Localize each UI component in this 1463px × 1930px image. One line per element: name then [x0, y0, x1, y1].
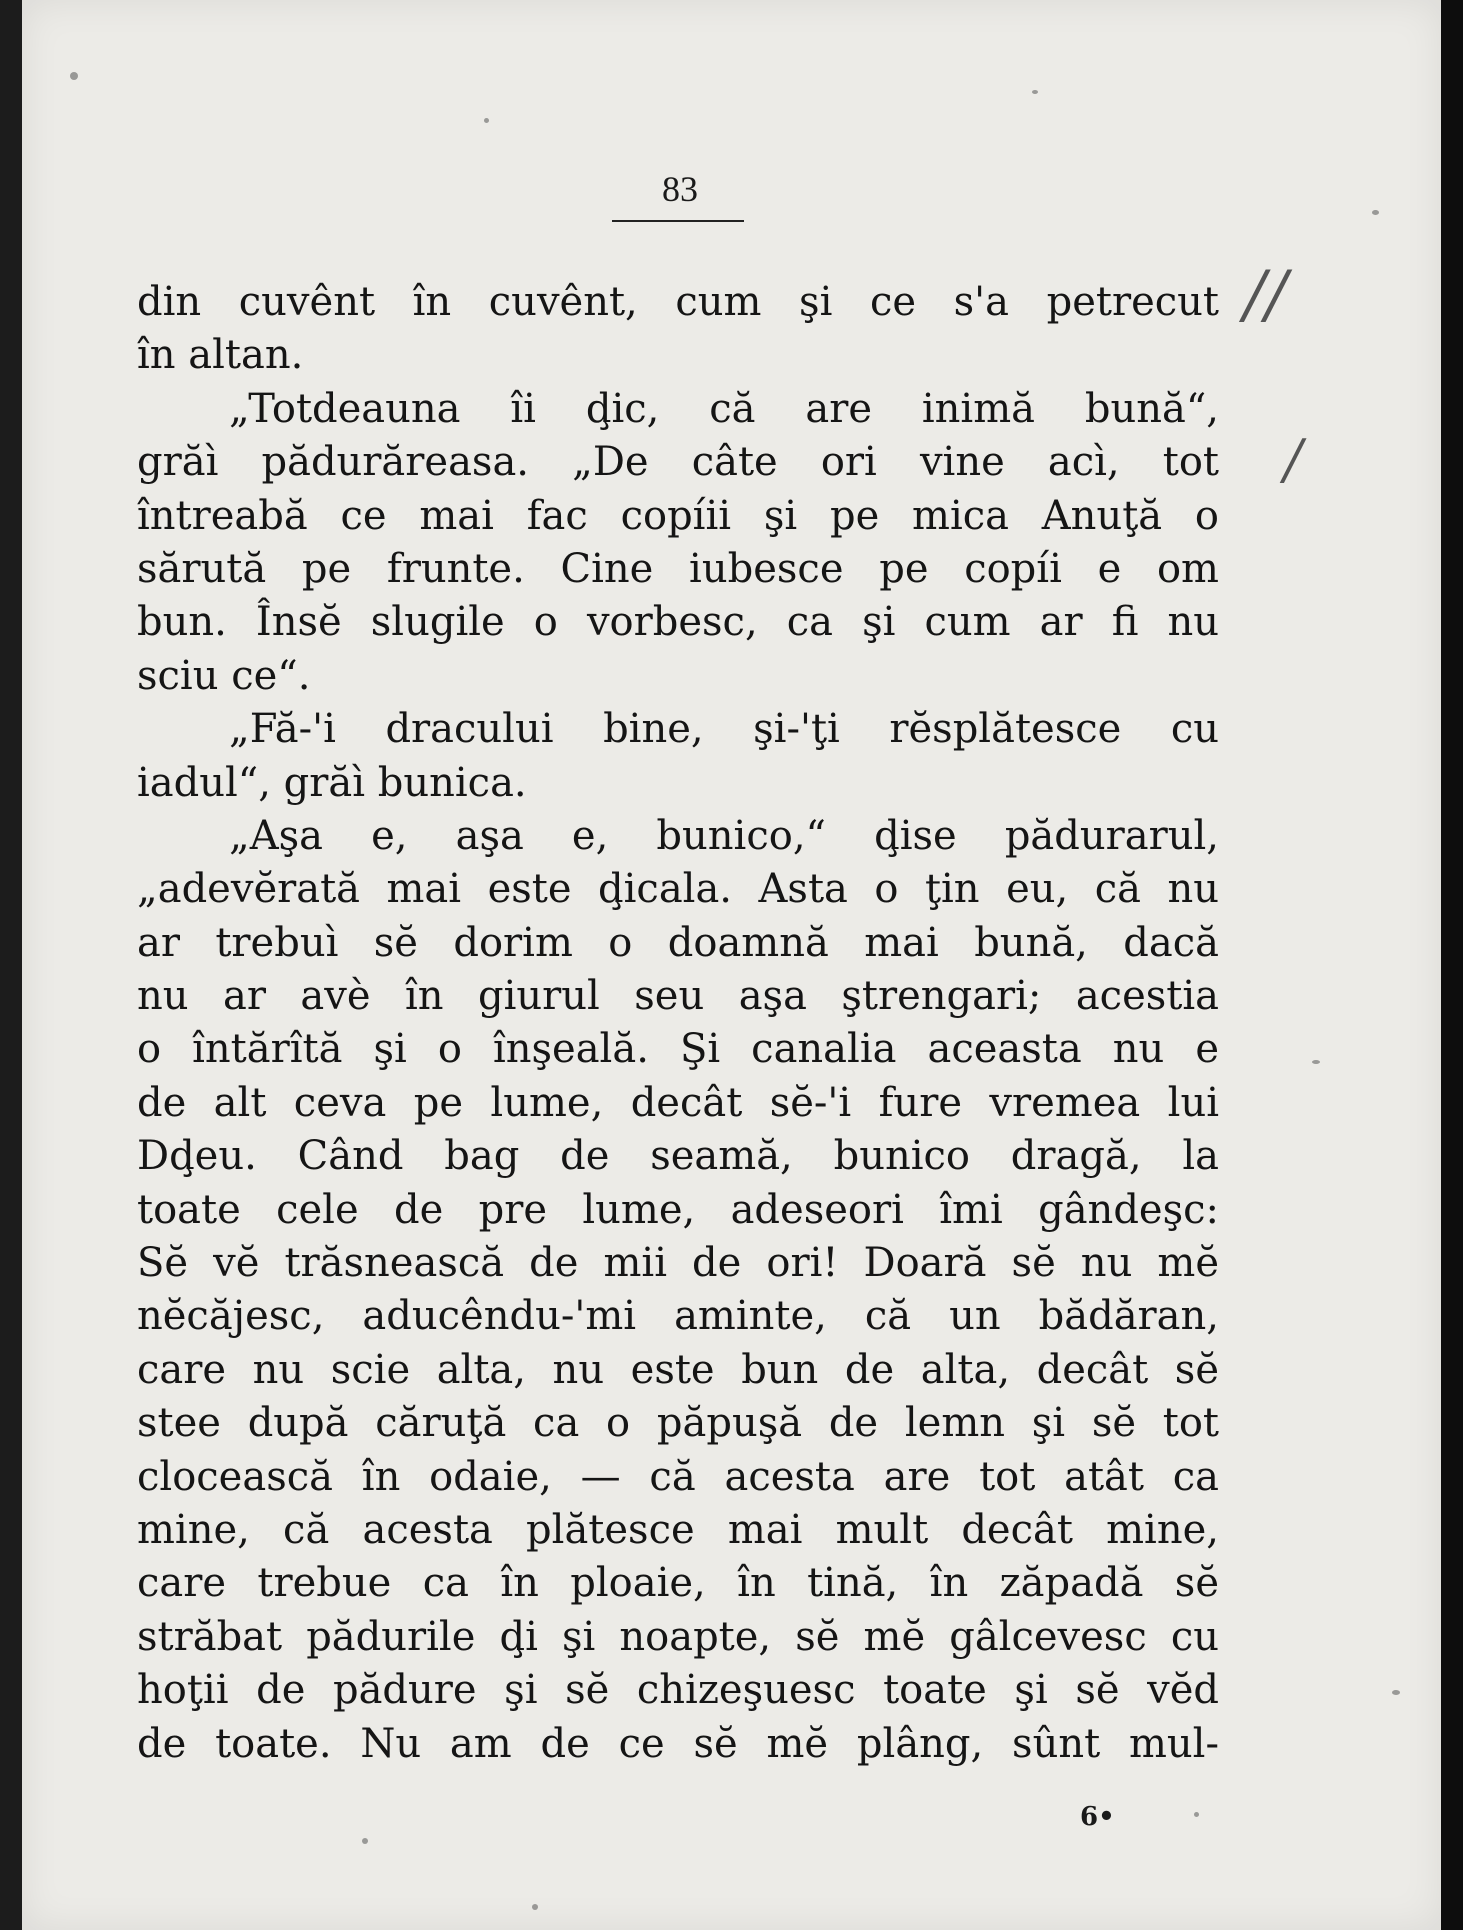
text-line: grăì pădurăreasa. „De câte ori vine acì, tot	[137, 439, 1219, 486]
book-page	[22, 0, 1442, 1930]
scan-edge-right	[1441, 0, 1463, 1930]
text-line: hoţii de pădure şi sĕ chizeşuesc toate şi sĕ vĕd	[137, 1667, 1219, 1714]
scan-speck	[1194, 1812, 1199, 1817]
text-line: bun. Însĕ slugile o vorbesc, ca şi cum ar fi nu	[137, 599, 1219, 646]
text-line: clocească în odaie, — că acesta are tot atât ca	[137, 1453, 1219, 1500]
text-line: toate cele de pre lume, adeseori îmi gândeşc:	[137, 1186, 1219, 1233]
scan-speck	[1032, 90, 1038, 94]
page-number-rule	[612, 220, 744, 222]
text-line: mine, că acesta plătesce mai mult decât mine,	[137, 1506, 1219, 1553]
text-line: din cuvênt în cuvênt, cum şi ce s'a petrecut	[137, 279, 1219, 325]
scan-speck	[1392, 1690, 1400, 1695]
text-line: întreabă ce mai fac copíii şi pe mica Anuţă o	[137, 492, 1219, 539]
text-line: de toate. Nu am de ce sĕ mĕ plâng, sûnt mul-	[137, 1720, 1219, 1767]
body-text	[137, 276, 1219, 1771]
scan-edge-left	[0, 0, 22, 1930]
margin-pencil-mark: //	[1244, 258, 1288, 332]
text-line: stee după căruţă ca o păpuşă de lemn şi sĕ tot	[137, 1400, 1219, 1447]
text-line: o întărîtă şi o înşeală. Şi canalia aceasta nu e	[137, 1026, 1219, 1073]
text-line: nu ar avè în giurul seu aşa ştrengari; acestia	[137, 973, 1219, 1020]
scan-speck	[532, 1904, 538, 1910]
scan-speck	[70, 72, 78, 80]
text-line: ar trebuì sĕ dorim o doamnă mai bună, dacă	[137, 919, 1219, 966]
text-line: care trebue ca în ploaie, în tină, în zăpadă sĕ	[137, 1560, 1219, 1607]
text-line: de alt ceva pe lume, decât sĕ-'i fure vremea lui	[137, 1079, 1219, 1126]
text-line: sărută pe frunte. Cine iubesce pe copíi e om	[137, 545, 1219, 592]
margin-pencil-mark: /	[1284, 428, 1303, 491]
text-line: iadul“, grăì bunica.	[137, 759, 527, 806]
text-line: „adevĕrată mai este ḑicala. Asta o ţin eu, că nu	[137, 866, 1219, 913]
text-line: străbat pădurile ḑi şi noapte, sĕ mĕ gâlcevesc cu	[137, 1613, 1219, 1660]
text-line: care nu scie alta, nu este bun de alta, decât sĕ	[137, 1346, 1219, 1393]
text-line: Sĕ vĕ trăsnească de mii de ori! Doară sĕ nu mĕ	[137, 1240, 1219, 1287]
text-line: în altan.	[137, 332, 304, 379]
scan-speck	[484, 118, 489, 123]
text-line: „Totdeauna îi ḑic, că are inimă bună“,	[229, 385, 1219, 432]
text-line: „Fă-'i dracului bine, şi-'ţi rĕsplătesce cu	[229, 706, 1219, 753]
page-number: 83	[662, 169, 698, 209]
scan-speck	[1372, 210, 1379, 215]
scan-speck	[362, 1838, 368, 1844]
text-line: „Aşa e, aşa e, bunico,“ ḑise pădurarul,	[229, 812, 1219, 859]
text-line: sciu ce“.	[137, 652, 311, 699]
scan-speck	[1312, 1060, 1320, 1064]
text-line: Dḑeu. Când bag de seamă, bunico dragă, la	[137, 1133, 1219, 1180]
text-line: nĕcăjesc, aducêndu-'mi aminte, că un bădăran,	[137, 1293, 1219, 1340]
signature-mark: 6•	[1080, 1802, 1115, 1832]
